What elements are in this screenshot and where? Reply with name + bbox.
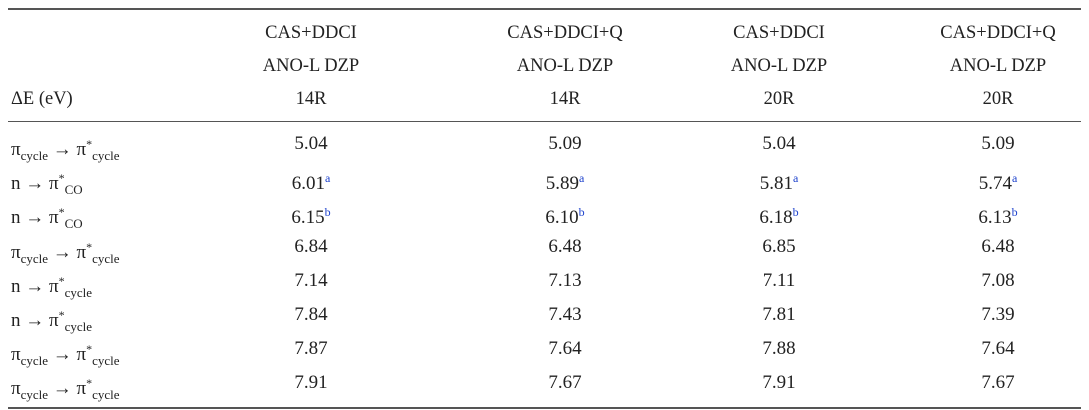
column-reference: 14R — [295, 89, 327, 109]
from-orbital-subscript: cycle — [20, 387, 49, 403]
column-header-2 — [455, 17, 675, 116]
cell-value: 6.13 — [978, 207, 1012, 229]
to-orbital: π — [49, 207, 59, 229]
cell-value: 7.91 — [762, 372, 796, 394]
footnote-marker[interactable]: a — [1011, 171, 1018, 186]
column-basis: ANO-L DZP — [516, 56, 614, 76]
to-orbital-subscript: cycle — [64, 319, 93, 334]
cell-value: 7.87 — [294, 338, 328, 360]
from-orbital: π — [11, 344, 21, 366]
arrow-symbol: → — [52, 378, 72, 400]
table-cell — [510, 270, 620, 292]
cell-value: 7.64 — [548, 338, 582, 360]
table-row — [8, 161, 1081, 198]
table-cell — [724, 372, 834, 394]
column-header-3 — [669, 17, 889, 116]
cell-value: 7.13 — [548, 269, 582, 291]
from-orbital-subscript: cycle — [20, 353, 49, 369]
cell-value: 6.15 — [291, 207, 325, 229]
transition-label — [11, 372, 120, 406]
from-orbital: π — [11, 378, 21, 400]
cell-value: 5.81 — [759, 173, 793, 195]
footnote-marker[interactable]: a — [578, 171, 585, 186]
to-orbital-star: * — [58, 308, 65, 322]
table-cell — [256, 236, 366, 258]
from-orbital: n — [11, 310, 21, 331]
cell-value: 6.48 — [981, 235, 1015, 257]
cell-value: 6.84 — [294, 235, 328, 257]
row-label-header: ΔE (eV) — [11, 89, 73, 109]
to-orbital-star: * — [58, 205, 65, 220]
table-cell — [724, 338, 834, 360]
from-orbital: π — [11, 139, 21, 160]
cell-value: 7.67 — [981, 372, 1015, 394]
table-cell — [256, 201, 366, 229]
cell-value: 5.89 — [545, 173, 579, 195]
to-orbital-subscript: CO — [64, 216, 83, 232]
to-orbital-star: * — [86, 376, 93, 391]
footnote-marker[interactable]: b — [324, 205, 331, 220]
cell-value: 5.09 — [981, 133, 1015, 154]
column-method: CAS+DDCI — [265, 23, 357, 43]
cell-value: 7.67 — [548, 372, 582, 394]
cell-value: 6.18 — [759, 207, 793, 229]
column-basis: ANO-L DZP — [262, 56, 360, 76]
to-orbital: π — [49, 310, 59, 331]
column-reference: 14R — [549, 89, 581, 109]
table-bottom-rule — [8, 407, 1081, 409]
arrow-symbol: → — [52, 139, 72, 160]
cell-value: 7.39 — [981, 304, 1015, 325]
to-orbital-star: * — [86, 137, 93, 151]
to-orbital: π — [76, 139, 87, 160]
column-method: CAS+DDCI+Q — [507, 23, 623, 43]
to-orbital-subscript: cycle — [92, 353, 120, 369]
to-orbital-star: * — [86, 239, 93, 254]
cell-value: 7.88 — [762, 338, 796, 360]
table-cell — [724, 201, 834, 229]
table-cell — [943, 338, 1053, 360]
table-cell — [256, 167, 366, 195]
to-orbital-subscript: CO — [64, 182, 83, 198]
table-cell — [943, 167, 1053, 195]
cell-value: 7.81 — [762, 304, 796, 325]
table-cell — [256, 338, 366, 360]
to-orbital-subscript: cycle — [64, 284, 93, 300]
table-cell — [724, 236, 834, 258]
to-orbital-subscript: cycle — [92, 148, 120, 163]
cell-value: 5.09 — [548, 133, 582, 154]
from-orbital: n — [11, 173, 21, 195]
table-row — [8, 127, 1081, 161]
column-reference: 20R — [982, 89, 1014, 109]
cell-value: 7.84 — [294, 304, 328, 325]
from-orbital: n — [11, 207, 21, 229]
table-cell — [943, 236, 1053, 258]
to-orbital: π — [49, 173, 59, 195]
arrow-symbol: → — [52, 344, 72, 366]
cell-value: 5.74 — [978, 173, 1012, 195]
table-row — [8, 230, 1081, 264]
arrow-symbol: → — [25, 310, 45, 331]
footnote-marker[interactable]: a — [324, 171, 331, 186]
to-orbital-star: * — [58, 273, 65, 288]
to-orbital: π — [76, 378, 87, 400]
cell-value: 7.64 — [981, 338, 1015, 360]
to-orbital-subscript: cycle — [92, 387, 120, 403]
table-cell — [256, 372, 366, 394]
to-orbital: π — [76, 344, 87, 366]
cell-value: 7.11 — [762, 269, 796, 291]
table-row — [8, 195, 1081, 232]
table-cell — [943, 201, 1053, 229]
column-method: CAS+DDCI+Q — [940, 23, 1056, 43]
cell-value: 7.08 — [981, 269, 1015, 291]
table-cell — [510, 236, 620, 258]
from-orbital: n — [11, 275, 21, 297]
arrow-symbol: → — [25, 173, 45, 195]
table-cell — [943, 133, 1053, 155]
footnote-marker[interactable]: b — [1011, 205, 1018, 220]
column-method: CAS+DDCI — [733, 23, 825, 43]
footnote-marker[interactable]: a — [792, 171, 799, 186]
cell-value: 6.10 — [545, 207, 579, 229]
table-row — [8, 264, 1081, 298]
table-cell — [256, 133, 366, 155]
cell-value: 5.04 — [294, 133, 328, 154]
table-cell — [943, 372, 1053, 394]
table-cell — [943, 270, 1053, 292]
table-row — [8, 366, 1081, 403]
arrow-symbol: → — [25, 207, 45, 229]
to-orbital: π — [49, 275, 59, 297]
table-cell — [256, 270, 366, 292]
table-cell — [724, 167, 834, 195]
column-header-1 — [201, 17, 421, 116]
cell-value: 5.04 — [762, 133, 796, 154]
cell-value: 7.43 — [548, 304, 582, 325]
cell-value: 7.91 — [294, 372, 328, 394]
to-orbital-star: * — [58, 171, 65, 186]
column-basis: ANO-L DZP — [949, 56, 1047, 76]
column-header-4 — [888, 17, 1089, 116]
footnote-marker[interactable]: b — [792, 205, 799, 220]
table-cell — [510, 304, 620, 326]
to-orbital-star: * — [86, 342, 93, 357]
table-cell — [510, 201, 620, 229]
table-cell — [724, 304, 834, 326]
footnote-marker[interactable]: b — [578, 205, 585, 220]
from-orbital-subscript: cycle — [20, 148, 49, 163]
table-header-rule — [8, 121, 1081, 122]
cell-value: 6.85 — [762, 235, 796, 257]
cell-value: 6.48 — [548, 235, 582, 257]
table-top-rule — [8, 8, 1081, 10]
arrow-symbol: → — [25, 275, 45, 297]
arrow-symbol: → — [52, 241, 72, 263]
column-reference: 20R — [763, 89, 795, 109]
table-row — [8, 298, 1081, 332]
cell-value: 6.01 — [291, 173, 325, 195]
table-cell — [510, 133, 620, 155]
table-cell — [724, 133, 834, 155]
table-cell — [256, 304, 366, 326]
table-cell — [510, 338, 620, 360]
table-cell — [943, 304, 1053, 326]
column-basis: ANO-L DZP — [730, 56, 828, 76]
table-row — [8, 332, 1081, 369]
from-orbital: π — [11, 241, 21, 263]
from-orbital-subscript: cycle — [20, 250, 49, 266]
table-cell — [724, 270, 834, 292]
to-orbital: π — [76, 241, 87, 263]
to-orbital-subscript: cycle — [92, 250, 120, 266]
table-cell — [510, 372, 620, 394]
table-cell — [510, 167, 620, 195]
cell-value: 7.14 — [294, 269, 328, 291]
